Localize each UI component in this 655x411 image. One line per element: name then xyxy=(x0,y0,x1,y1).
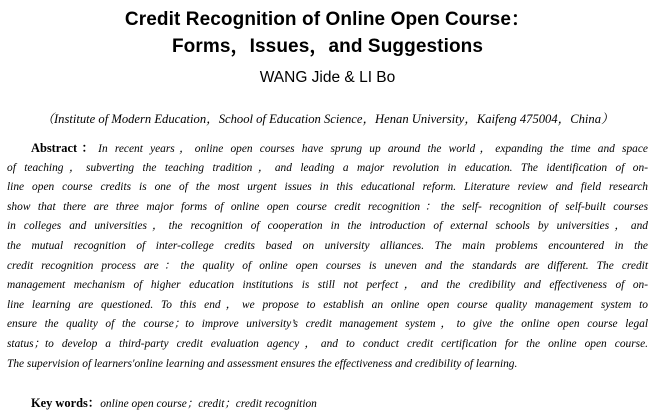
abstract-line-4: show that there are three major forms of online open course credit recognition：the self- recognition of self-built courses xyxy=(7,200,648,213)
abstract-line-6: the mutual recognition of inter-college credits based on university alliances. The main problems encountered in the xyxy=(7,239,648,252)
abstract-label: Abstract： xyxy=(31,141,99,155)
abstract-line-3: line open course credits is one of the most urgent issues in this educational reform. Literature review and field research xyxy=(7,181,648,194)
paper-title-line-1: Credit Recognition of Online Open Course： xyxy=(124,9,531,30)
abstract-line-12: The supervision of learners′online learning and assessment ensures the effectiveness and credibility of learning. xyxy=(7,357,518,370)
abstract-line-8: management mechanism of higher education institutions is still not perfect，and the credibility and effectiveness of on- xyxy=(7,279,648,292)
abstract-line-9: line learning are questioned. To this end，we propose to establish an online open course quality management system to xyxy=(7,298,648,311)
keywords-row xyxy=(31,393,317,411)
keywords-list: online open course；credit；credit recognition xyxy=(100,398,317,410)
paper-affiliation: （Institute of Modern Education，School of Education Science，Henan University，Kaifeng 475004，China） xyxy=(41,112,614,126)
paper-title-line-2: Forms，Issues，and Suggestions xyxy=(171,36,484,57)
abstract-line-2: of teaching，subverting the teaching tradition，and leading a major revolution in education. The identification of on- xyxy=(7,161,648,174)
keywords-label: Key words： xyxy=(31,396,101,410)
paper-authors: WANG Jide & LI Bo xyxy=(259,69,396,86)
abstract-line-11: status；to develop a third-party credit evaluation agency，and to conduct credit certification for the online open course. xyxy=(7,337,648,350)
abstract-block xyxy=(7,139,648,374)
abstract-line-10: ensure the quality of the course；to improve university’s credit management system，to give the online open course legal xyxy=(7,318,648,331)
abstract-line-7: credit recognition process are：the quality of online open courses is uneven and the standards are different. The credit xyxy=(7,259,648,272)
abstract-line-1 xyxy=(7,139,648,159)
abstract-line-1-text: In recent years，online open courses have sprung up around the world，expanding the time and space xyxy=(98,143,648,155)
abstract-line-5: in colleges and universities，the recognition of cooperation in the introduction of external schools by universities，and xyxy=(7,220,648,233)
